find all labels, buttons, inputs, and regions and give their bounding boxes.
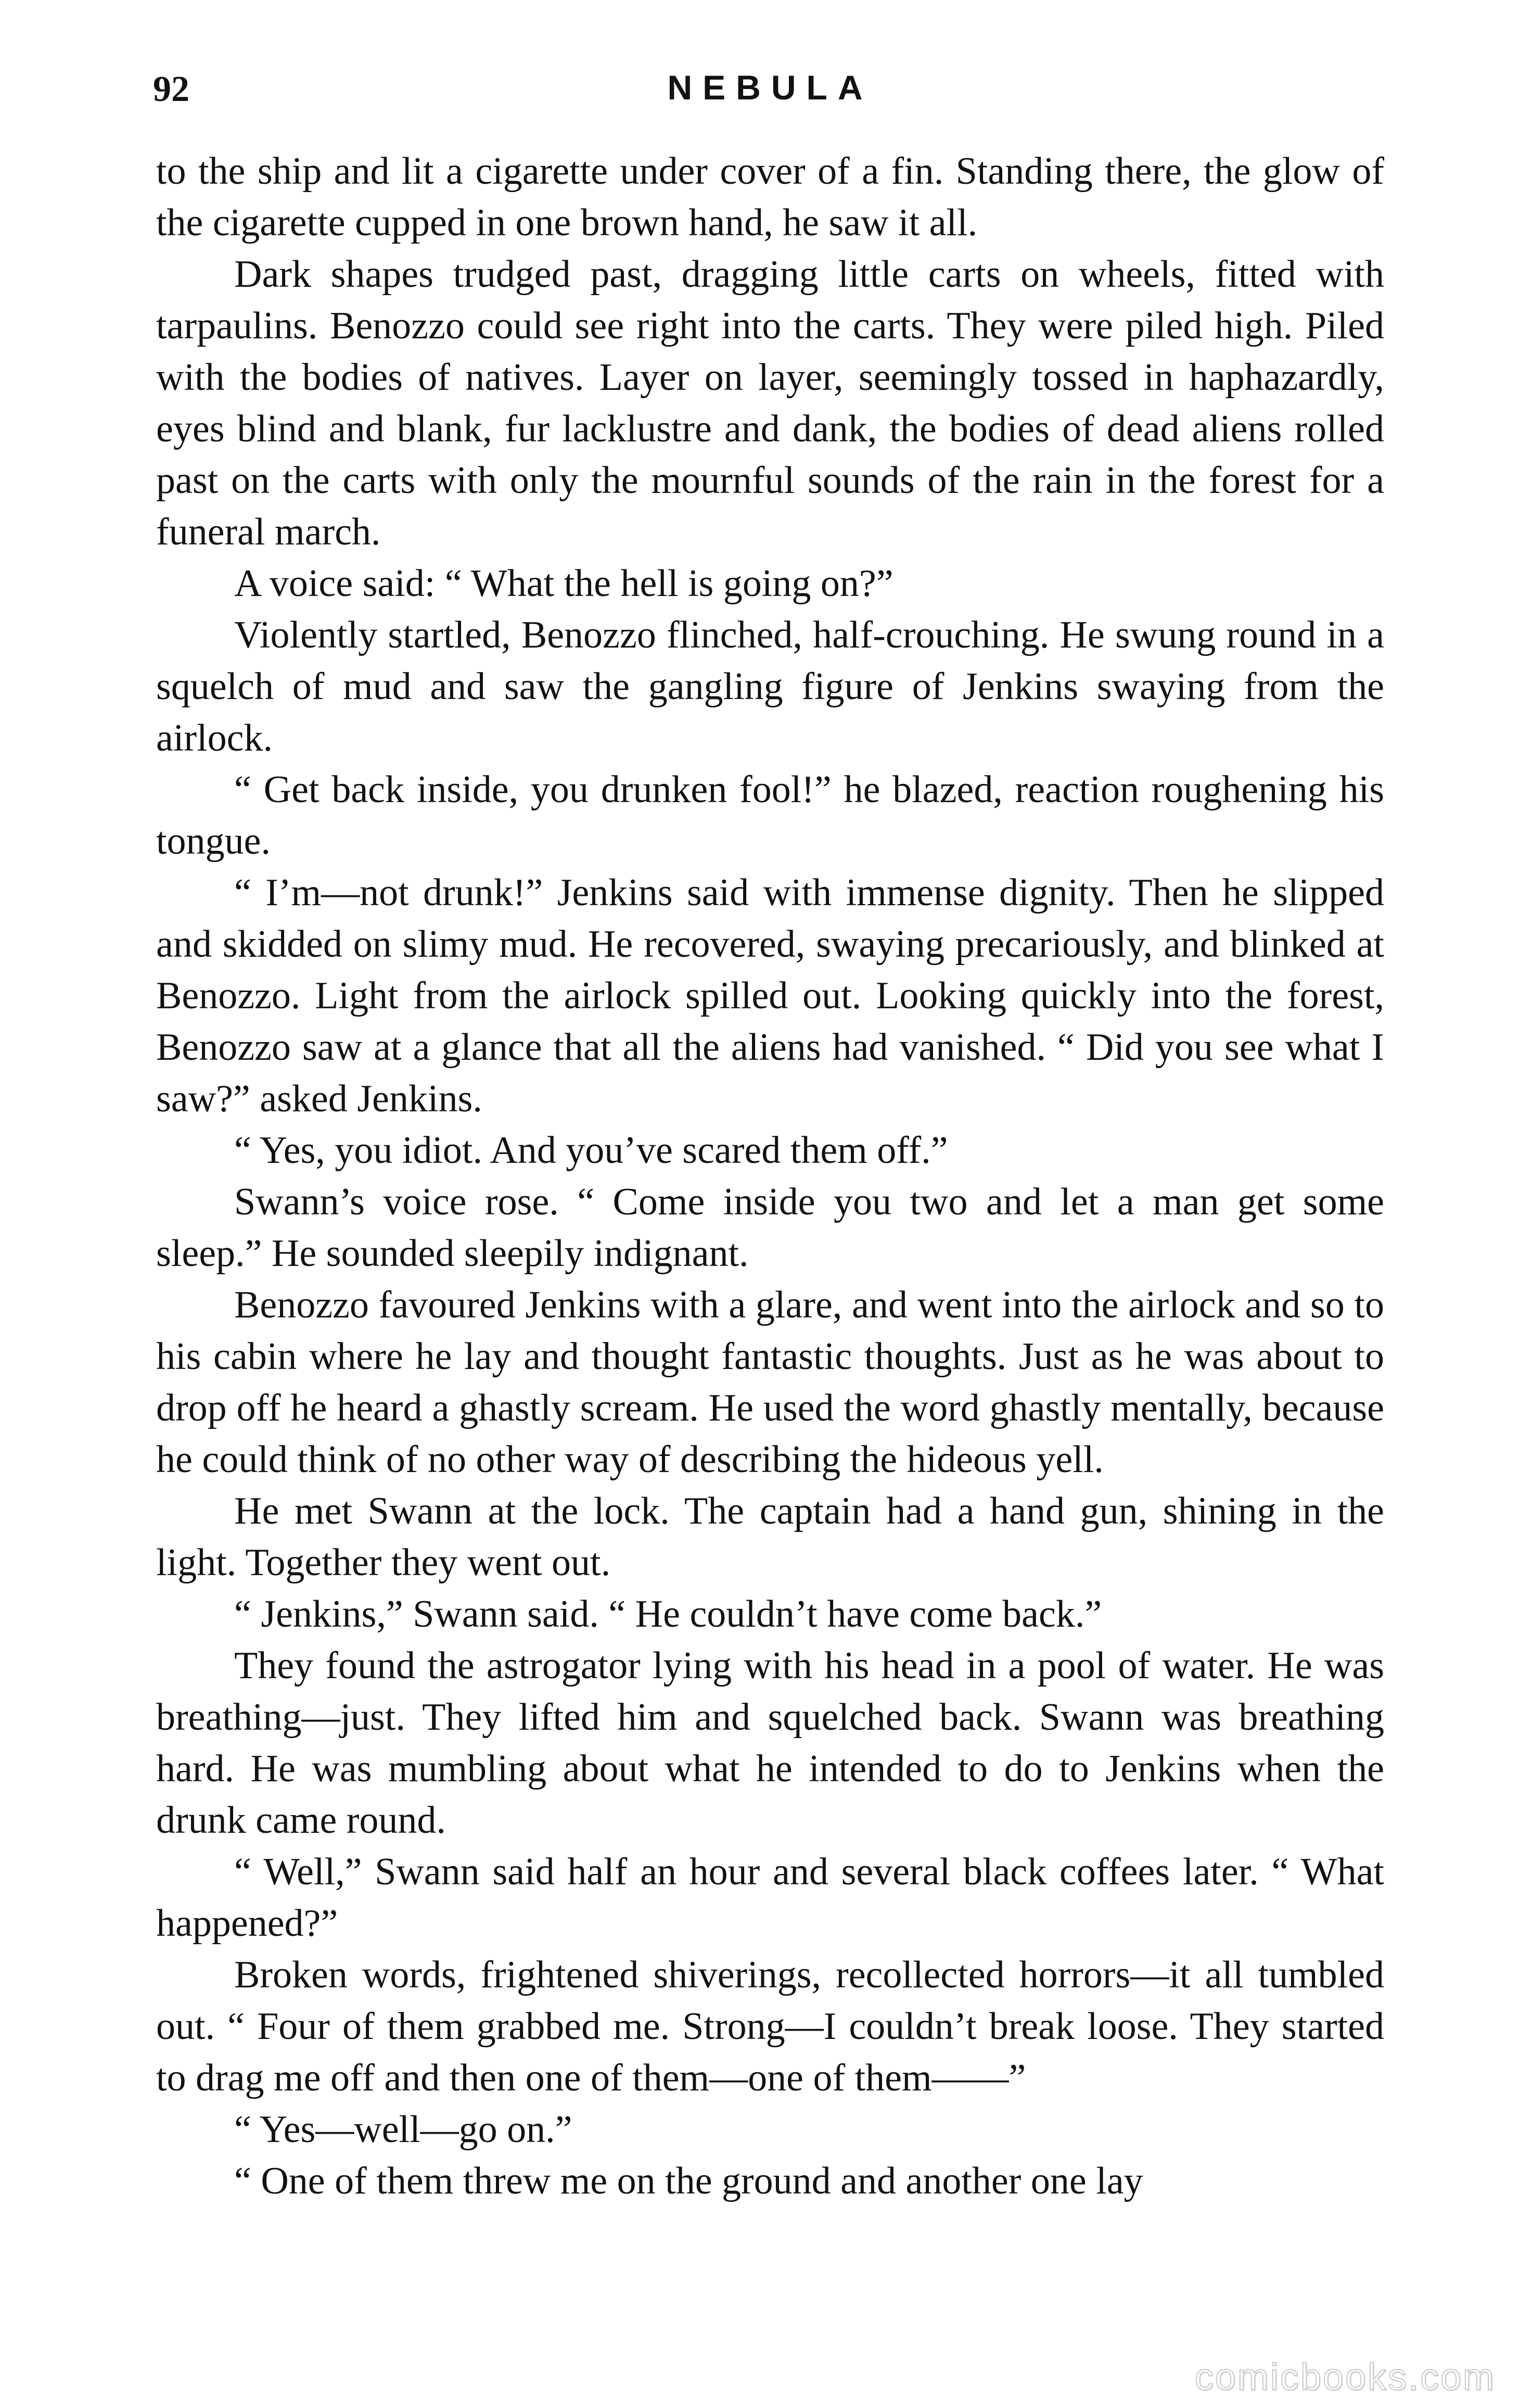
paragraph: “ One of them threw me on the ground and another one lay bbox=[234, 2160, 1143, 2202]
paragraph: Violently startled, Benozzo flinched, half-crouching. He swung round in a squelch of mud and saw the gangling figure of Jenkins swaying from the airlock. bbox=[156, 614, 1384, 759]
paragraph: Benozzo favoured Jenkins with a glare, and went into the airlock and so to his cabin where he lay and thought fantastic thoughts. Just as he was about to drop off he heard a ghastly scream. He used the word ghastly mentally, because he could think of no other way of describing the hideous yell. bbox=[156, 1284, 1384, 1481]
page-number: 92 bbox=[153, 69, 189, 109]
paragraph: to the ship and lit a cigarette under cover of a fin. Standing there, the glow of the cigarette cupped in one brown hand, he saw it all. bbox=[156, 150, 1384, 244]
paragraph: They found the astrogator lying with his head in a pool of water. He was breathing—just. They lifted him and squelched back. Swann was breathing hard. He was mumbling about what he intended to do to Jenkins when the drunk came round. bbox=[156, 1644, 1384, 1842]
watermark: comicbooks.com bbox=[1194, 2356, 1496, 2398]
paragraph: He met Swann at the lock. The captain had a hand gun, shining in the light. Together they went out. bbox=[156, 1490, 1384, 1584]
paragraph: “ I’m—not drunk!” Jenkins said with immense dignity. Then he slipped and skidded on slimy mud. He recovered, swaying precariously, and blinked at Benozzo. Light from the airlock spilled out. Looking quickly into the forest, Benozzo saw at a glance that all the aliens had vanished. “ Did you see what I saw?” asked Jenkins. bbox=[156, 871, 1384, 1120]
book-page bbox=[153, 62, 1384, 2207]
paragraph: Swann’s voice rose. “ Come inside you two and let a man get some sleep.” He sounded sleepily indignant. bbox=[156, 1181, 1384, 1275]
paragraph: A voice said: “ What the hell is going on?” bbox=[234, 562, 893, 605]
paragraph: “ Jenkins,” Swann said. “ He couldn’t have come back.” bbox=[234, 1593, 1102, 1636]
page-header bbox=[153, 62, 1384, 130]
paragraph: “ Yes, you idiot. And you’ve scared them off.” bbox=[234, 1129, 948, 1172]
running-title: NEBULA bbox=[667, 68, 873, 107]
page-body bbox=[156, 146, 1384, 2207]
paragraph: “ Well,” Swann said half an hour and several black coffees later. “ What happened?” bbox=[156, 1851, 1384, 1945]
paragraph: Dark shapes trudged past, dragging little carts on wheels, fitted with tarpaulins. Benozzo could see right into the carts. They were piled high. Piled with the bodies of natives. Layer on layer, seemingly tossed in haphazardly, eyes blind and blank, fur lacklustre and dank, the bodies of dead aliens rolled past on the carts with only the mournful sounds of the rain in the forest for a funeral march. bbox=[156, 253, 1384, 553]
paragraph: “ Yes—well—go on.” bbox=[234, 2108, 572, 2151]
paragraph: Broken words, frightened shiverings, recollected horrors—it all tumbled out. “ Four of them grabbed me. Strong—I couldn’t break loose. They started to drag me off and then one of them—one of them——” bbox=[156, 1954, 1384, 2099]
paragraph: “ Get back inside, you drunken fool!” he blazed, reaction roughening his tongue. bbox=[156, 768, 1384, 863]
